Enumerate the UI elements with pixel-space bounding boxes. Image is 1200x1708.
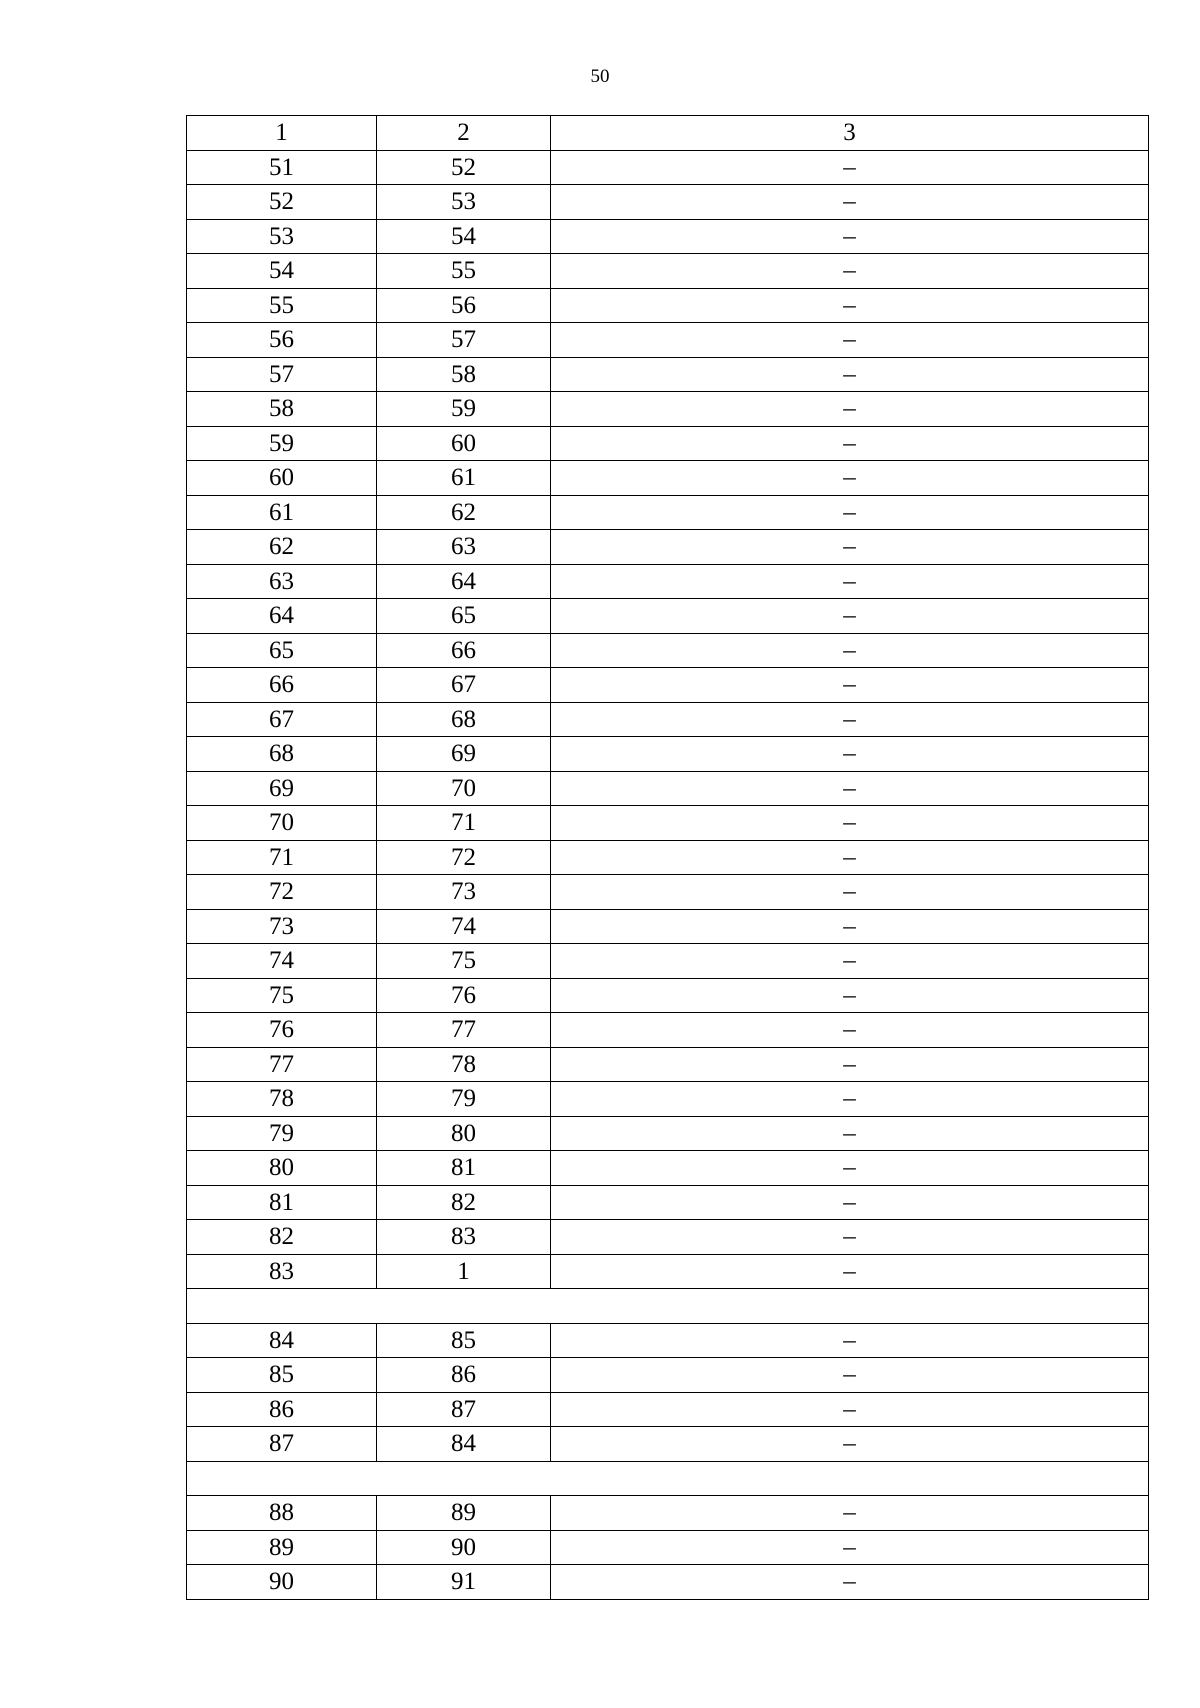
table-cell: 75 (187, 978, 377, 1013)
table-row (187, 633, 1149, 668)
table-cell: 82 (187, 1220, 377, 1255)
table-row (187, 1185, 1149, 1220)
table-cell: – (551, 392, 1149, 427)
table-row (187, 254, 1149, 289)
empty-cell (187, 1461, 1149, 1496)
table-cell: 76 (187, 1013, 377, 1048)
table-cell: 59 (377, 392, 551, 427)
table-cell: 61 (187, 495, 377, 530)
table-cell: – (551, 495, 1149, 530)
table-cell: – (551, 1392, 1149, 1427)
table-cell: – (551, 1530, 1149, 1565)
table-cell: 84 (377, 1427, 551, 1462)
table-cell: 76 (377, 978, 551, 1013)
table-row (187, 668, 1149, 703)
table-row (187, 1151, 1149, 1186)
table-row (187, 1323, 1149, 1358)
table-row (187, 1013, 1149, 1048)
table-cell: 60 (377, 426, 551, 461)
table-row (187, 702, 1149, 737)
table-cell: 84 (187, 1323, 377, 1358)
table-cell: – (551, 1013, 1149, 1048)
table-cell: 77 (187, 1047, 377, 1082)
table-cell: 79 (377, 1082, 551, 1117)
table-cell: – (551, 1565, 1149, 1600)
table-cell: – (551, 806, 1149, 841)
table-row (187, 840, 1149, 875)
group-separator-row (187, 1289, 1149, 1324)
table-cell: 89 (187, 1530, 377, 1565)
table-cell: 66 (187, 668, 377, 703)
table-cell: 74 (377, 909, 551, 944)
table-cell: – (551, 978, 1149, 1013)
table-cell: 74 (187, 944, 377, 979)
table-cell: – (551, 909, 1149, 944)
table-cell: – (551, 1323, 1149, 1358)
table-row (187, 1530, 1149, 1565)
table-cell: 85 (377, 1323, 551, 1358)
table-cell: – (551, 737, 1149, 772)
table-row (187, 357, 1149, 392)
table-cell: – (551, 668, 1149, 703)
table-row (187, 599, 1149, 634)
table-cell: – (551, 564, 1149, 599)
table-row (187, 323, 1149, 358)
table-row (187, 1358, 1149, 1393)
table-cell: – (551, 875, 1149, 910)
table-cell: 80 (377, 1116, 551, 1151)
table-cell: 71 (377, 806, 551, 841)
table-cell: 70 (187, 806, 377, 841)
table-row (187, 1220, 1149, 1255)
table-cell: 68 (187, 737, 377, 772)
table-row (187, 1254, 1149, 1289)
table-cell: 62 (377, 495, 551, 530)
table-cell: 71 (187, 840, 377, 875)
table-cell: 81 (377, 1151, 551, 1186)
table-cell: 81 (187, 1185, 377, 1220)
table-cell: 90 (377, 1530, 551, 1565)
table-cell: 68 (377, 702, 551, 737)
table-cell: 83 (377, 1220, 551, 1255)
table-cell: 80 (187, 1151, 377, 1186)
table-cell: – (551, 288, 1149, 323)
table-cell: 69 (377, 737, 551, 772)
table-body (187, 116, 1149, 1600)
table-row (187, 1082, 1149, 1117)
table-cell: 53 (377, 185, 551, 220)
table-row (187, 495, 1149, 530)
table-row (187, 1496, 1149, 1531)
table-cell: – (551, 254, 1149, 289)
table-cell: – (551, 426, 1149, 461)
table-cell: – (551, 1427, 1149, 1462)
group-separator-row (187, 1461, 1149, 1496)
table-cell: 60 (187, 461, 377, 496)
table-cell: – (551, 944, 1149, 979)
table-cell: 72 (187, 875, 377, 910)
table-cell: 85 (187, 1358, 377, 1393)
table-row (187, 771, 1149, 806)
table-cell: – (551, 185, 1149, 220)
table-cell: 53 (187, 219, 377, 254)
table-cell: 78 (377, 1047, 551, 1082)
table-cell: – (551, 1116, 1149, 1151)
table-cell: 75 (377, 944, 551, 979)
table-cell: – (551, 771, 1149, 806)
table-cell: 66 (377, 633, 551, 668)
table-cell: 64 (377, 564, 551, 599)
table-cell: 73 (377, 875, 551, 910)
table-cell: 72 (377, 840, 551, 875)
table-cell: 62 (187, 530, 377, 565)
table-cell: 64 (187, 599, 377, 634)
table-cell: 86 (377, 1358, 551, 1393)
table-cell: 69 (187, 771, 377, 806)
table-cell: 88 (187, 1496, 377, 1531)
table-cell: 70 (377, 771, 551, 806)
table-cell: 63 (187, 564, 377, 599)
table-cell: 52 (187, 185, 377, 220)
table-cell: 63 (377, 530, 551, 565)
table-row (187, 564, 1149, 599)
table-cell: – (551, 633, 1149, 668)
table-row (187, 1392, 1149, 1427)
table-row (187, 1116, 1149, 1151)
table-cell: 90 (187, 1565, 377, 1600)
table-row (187, 530, 1149, 565)
table-cell: 51 (187, 150, 377, 185)
table-row (187, 978, 1149, 1013)
table-row (187, 288, 1149, 323)
header-cell: 2 (377, 116, 551, 151)
table-cell: – (551, 357, 1149, 392)
table-cell: 78 (187, 1082, 377, 1117)
table-row (187, 150, 1149, 185)
header-cell: 1 (187, 116, 377, 151)
table-cell: 59 (187, 426, 377, 461)
table-row (187, 944, 1149, 979)
table-cell: 61 (377, 461, 551, 496)
table-cell: 54 (377, 219, 551, 254)
table-row (187, 875, 1149, 910)
header-row (187, 116, 1149, 151)
table-cell: 82 (377, 1185, 551, 1220)
table-cell: 54 (187, 254, 377, 289)
table-row (187, 909, 1149, 944)
table-cell: 67 (377, 668, 551, 703)
table-row (187, 392, 1149, 427)
table-cell: – (551, 461, 1149, 496)
table-cell: 86 (187, 1392, 377, 1427)
table-cell: 87 (187, 1427, 377, 1462)
table-cell: 1 (377, 1254, 551, 1289)
table-cell: – (551, 1047, 1149, 1082)
empty-cell (187, 1289, 1149, 1324)
table-row (187, 1047, 1149, 1082)
table-cell: 87 (377, 1392, 551, 1427)
table-cell: – (551, 1254, 1149, 1289)
table-cell: 58 (187, 392, 377, 427)
table-cell: 65 (377, 599, 551, 634)
table-cell: 55 (377, 254, 551, 289)
table-cell: – (551, 1151, 1149, 1186)
table-row (187, 1565, 1149, 1600)
table-cell: 83 (187, 1254, 377, 1289)
table-cell: – (551, 702, 1149, 737)
table-cell: – (551, 219, 1149, 254)
table-cell: 56 (377, 288, 551, 323)
table-cell: 91 (377, 1565, 551, 1600)
table-cell: 67 (187, 702, 377, 737)
header-cell: 3 (551, 116, 1149, 151)
table-cell: – (551, 1185, 1149, 1220)
table-row (187, 737, 1149, 772)
table-cell: 65 (187, 633, 377, 668)
table-cell: 57 (377, 323, 551, 358)
table-cell: 89 (377, 1496, 551, 1531)
data-table (186, 115, 1149, 1600)
table-cell: 57 (187, 357, 377, 392)
table-cell: – (551, 599, 1149, 634)
table-cell: – (551, 1220, 1149, 1255)
table-row (187, 185, 1149, 220)
table-row (187, 1427, 1149, 1462)
table-row (187, 426, 1149, 461)
table-cell: 56 (187, 323, 377, 358)
page-number: 50 (590, 66, 610, 87)
table-row (187, 219, 1149, 254)
table-cell: – (551, 840, 1149, 875)
table-cell: – (551, 1082, 1149, 1117)
table-cell: 73 (187, 909, 377, 944)
table-row (187, 461, 1149, 496)
table-cell: 77 (377, 1013, 551, 1048)
table-cell: 52 (377, 150, 551, 185)
table-cell: – (551, 530, 1149, 565)
table-cell: 55 (187, 288, 377, 323)
table-cell: – (551, 1358, 1149, 1393)
table-cell: 58 (377, 357, 551, 392)
table-row (187, 806, 1149, 841)
table-cell: 79 (187, 1116, 377, 1151)
table-cell: – (551, 323, 1149, 358)
table-cell: – (551, 150, 1149, 185)
table-cell: – (551, 1496, 1149, 1531)
